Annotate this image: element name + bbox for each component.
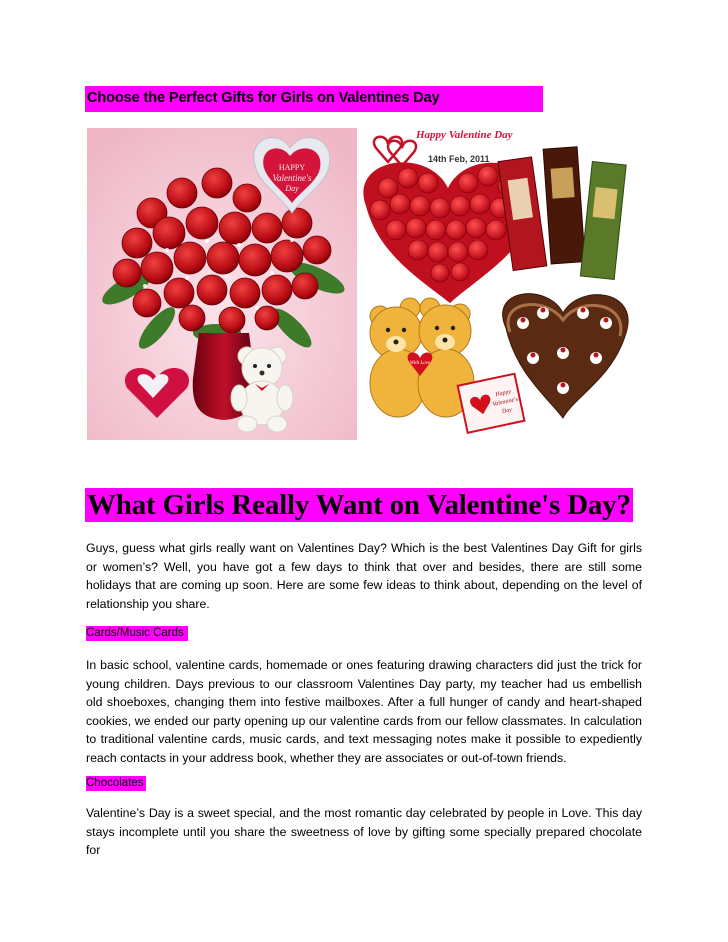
rose-bouquet-illustration [87,128,357,440]
card-text-2: Valentine's [491,396,519,408]
card-text-3: Day [501,407,513,416]
balloon-text-2: Valentine's [272,173,312,183]
cards-section-body: In basic school, valentine cards, homemade or ones featuring drawing characters did just the trick for young children. Days previous to our classroom Valentines Day party, my teacher had us embellish old shoeboxes, changing them into festive mailboxes. After a full hunger of candy and heart-shaped cookies, we ended our party opening up our valentine cards from our fellow classmates. In calculation to traditional valentine cards, music cards, and text messaging notes make it possible to expediently reach contacts in your address book, whether they are associates or out-of-town friends. [86,658,642,765]
cards-section-heading: Cards/Music Cards [86,627,184,639]
rose-bouquet-photo [87,128,357,440]
page-title: Choose the Perfect Gifts for Girls on Valentines Day [87,90,440,106]
balloon-text-3: Day [285,184,299,193]
chocolates-section-body: Valentine’s Day is a sweet special, and the most romantic day celebrated by people in Love. This day stays incomplete until you share the sweetness of love by gifting some specially prepared chocolate for [86,806,642,858]
main-heading: What Girls Really Want on Valentine's Day? [87,489,631,521]
chocolates-section-heading: Chocolates [86,777,144,789]
card-text-1: Happy [494,388,512,399]
valentine-gifts-illustration [358,118,640,443]
intro-paragraph: Guys, guess what girls really want on Valentines Day? Which is the best Valentines Day Gift for girls or women’s? Well, you have got a few days to think that over and besides, there are still some holidays that are coming up soon. Here are some few ideas to think about, depending on the level of relationship you share. [86,541,642,611]
bear-heart-text: With Love [409,361,431,366]
gift-caption-1: Happy Valentine Day [416,129,513,141]
balloon-text-1: HAPPY [278,163,306,172]
gift-caption-2: 14th Feb, 2011 [428,154,490,164]
valentine-gifts-photo [358,118,640,443]
